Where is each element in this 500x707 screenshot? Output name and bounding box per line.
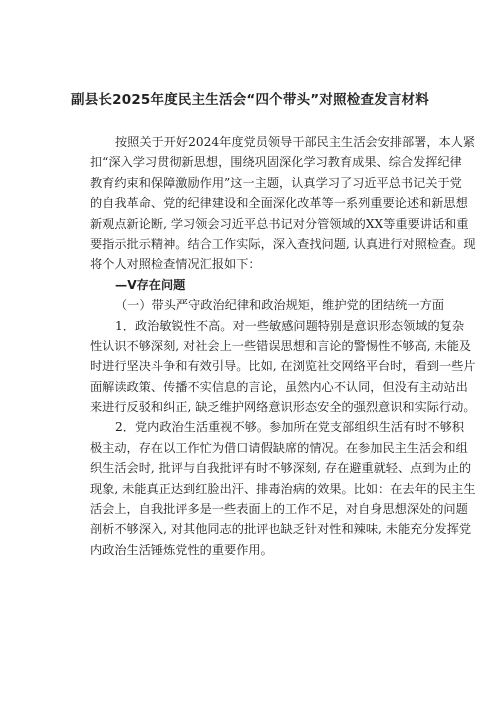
document-body [90, 132, 476, 560]
paragraph-line: 性认识不够深刻, 对社会上一些错误思想和言论的警惕性不够高, 未能及 [90, 338, 472, 353]
paragraph-line: 内政治生活锤炼党性的重要作用。 [90, 542, 273, 557]
document-title: 副县长2025年度民主生活会“四个带头”对照检查发言材料 [71, 92, 429, 108]
subsection-heading: （一）带头严守政治纪律和政治规矩，维护党的团结统一方面 [115, 298, 445, 313]
paragraph-line: 要指示批示精神。结合工作实际，深入查找问题, 认真进行对照检查。现 [90, 236, 476, 251]
paragraph-line: 教育约束和保障激励作用”这一主题，认真学习了习近平总书记关于党 [90, 175, 462, 190]
paragraph-line: 的自我革命、党的纪律建设和全面深化改革等一系列重要论述和新思想 [90, 196, 468, 211]
paragraph-line: 来进行反驳和纠正, 缺乏维护网络意识形态安全的强烈意识和实际行动。 [90, 400, 476, 415]
section-heading: —V存在问题 [115, 277, 186, 292]
paragraph-line: 极主动，存在以工作忙为借口请假缺席的情况。在参加民主生活会和组 [90, 440, 468, 455]
paragraph-line: 剖析不够深入, 对其他同志的批评也缺乏针对性和辣味, 未能充分发挥党 [90, 522, 472, 537]
paragraph-line: 面解读政策、传播不实信息的言论，虽然内心不认同，但没有主动站出 [90, 379, 468, 394]
paragraph-line: 时进行坚决斗争和有效引导。比如, 在浏览社交网络平台时，看到一些片 [90, 359, 476, 374]
paragraph-line: 1．政治敏锐性不高。对一些敏感问题特别是意识形态领域的复杂 [115, 318, 465, 333]
paragraph-line: 新观点新论断, 学习领会习近平总书记对分管领域的XX等重要讲话和重 [90, 216, 469, 231]
paragraph-line: 活会上，自我批评多是一些表面上的工作不足，对自身思想深处的问题 [90, 502, 468, 517]
paragraph-line: 2．党内政治生活重视不够。参加所在党支部组织生活有时不够积 [115, 420, 465, 435]
paragraph-line: 按照关于开好2024年度党员领导干部民主生活会安排部署，本人紧 [115, 135, 476, 149]
paragraph-line: 现象, 未能真正达到红脸出汗、排毒治病的效果。比如：在去年的民主生 [90, 481, 476, 496]
paragraph-line: 将个人对照检查情况汇报如下： [90, 257, 261, 272]
paragraph-line: 扣“深入学习贯彻新思想，围绕巩固深化学习教育成果、综合发挥纪律 [90, 155, 462, 170]
paragraph-line: 织生活会时, 批评与自我批评有时不够深刻, 存在避重就轻、点到为止的 [90, 461, 472, 476]
